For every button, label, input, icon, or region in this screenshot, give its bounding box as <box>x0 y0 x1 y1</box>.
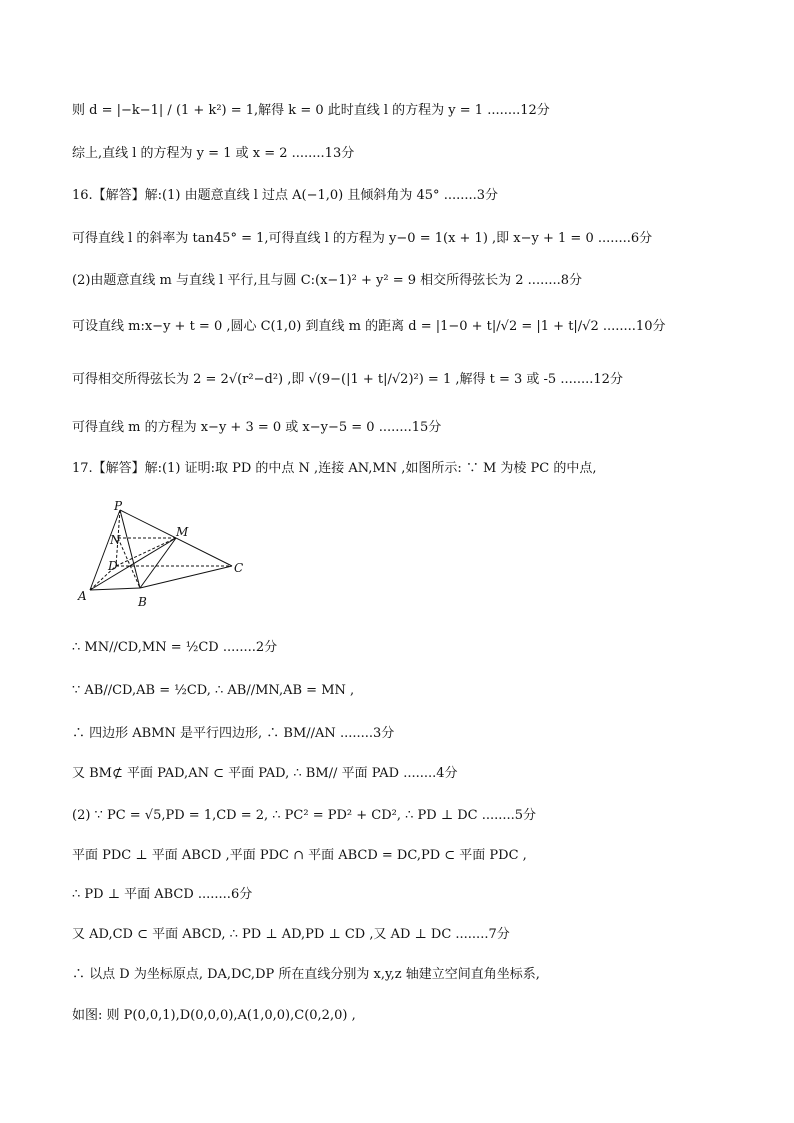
pyramid-diagram <box>72 500 262 610</box>
text-line: ∴ PD ⊥ 平面 ABCD ........6分 <box>72 887 253 902</box>
label-a: A <box>78 589 87 603</box>
text-line: 可得直线 l 的斜率为 tan45° = 1,可得直线 l 的方程为 y−0 = 1(x + 1) ,即 x−y + 1 = 0 ........6分 <box>72 231 653 246</box>
label-d: D <box>108 559 118 573</box>
label-m: M <box>176 525 189 539</box>
text-line: ∵ AB//CD,AB = ½CD, ∴ AB//MN,AB = MN , <box>72 683 355 698</box>
label-b: B <box>138 595 147 609</box>
text-line: 17.【解答】解:(1) 证明:取 PD 的中点 N ,连接 AN,MN ,如图所示: ∵ M 为棱 PC 的中点, <box>72 461 597 476</box>
text-line: 则 d = |−k−1| / (1 + k²) = 1,解得 k = 0 此时直线 l 的方程为 y = 1 ........12分 <box>72 103 550 118</box>
label-n: N <box>110 533 121 547</box>
pyramid-figure <box>72 500 262 610</box>
text-line: 又 BM⊄ 平面 PAD,AN ⊂ 平面 PAD, ∴ BM// 平面 PAD ........4分 <box>72 766 458 781</box>
text-line: ∴ 以点 D 为坐标原点, DA,DC,DP 所在直线分别为 x,y,z 轴建立空间直角坐标系, <box>72 967 540 982</box>
text-line: ∴ 四边形 ABMN 是平行四边形, ∴ BM//AN ........3分 <box>72 726 395 741</box>
text-line: 可设直线 m:x−y + t = 0 ,圆心 C(1,0) 到直线 m 的距离 d = |1−0 + t|/√2 = |1 + t|/√2 ........10分 <box>72 319 666 334</box>
text-line: 可得直线 m 的方程为 x−y + 3 = 0 或 x−y−5 = 0 ........15分 <box>72 420 442 435</box>
text-line: 16.【解答】解:(1) 由题意直线 l 过点 A(−1,0) 且倾斜角为 45° ........3分 <box>72 188 499 203</box>
text-line: 综上,直线 l 的方程为 y = 1 或 x = 2 ........13分 <box>72 146 355 161</box>
text-line: 可得相交所得弦长为 2 = 2√(r²−d²) ,即 √(9−(|1 + t|/√2)²) = 1 ,解得 t = 3 或 -5 ........12分 <box>72 372 623 387</box>
text-line: 如图: 则 P(0,0,1),D(0,0,0),A(1,0,0),C(0,2,0) , <box>72 1008 356 1023</box>
label-c: C <box>234 561 244 575</box>
text-line: 又 AD,CD ⊂ 平面 ABCD, ∴ PD ⊥ AD,PD ⊥ CD ,又 AD ⊥ DC ........7分 <box>72 927 510 942</box>
text-line: (2)由题意直线 m 与直线 l 平行,且与圆 C:(x−1)² + y² = 9 相交所得弦长为 2 ........8分 <box>72 273 583 288</box>
text-line: ∴ MN//CD,MN = ½CD ........2分 <box>72 640 278 655</box>
text-line: (2) ∵ PC = √5,PD = 1,CD = 2, ∴ PC² = PD² + CD², ∴ PD ⊥ DC ........5分 <box>72 808 537 823</box>
text-line: 平面 PDC ⊥ 平面 ABCD ,平面 PDC ∩ 平面 ABCD = DC,PD ⊂ 平面 PDC , <box>72 848 527 863</box>
label-p: P <box>114 500 123 513</box>
